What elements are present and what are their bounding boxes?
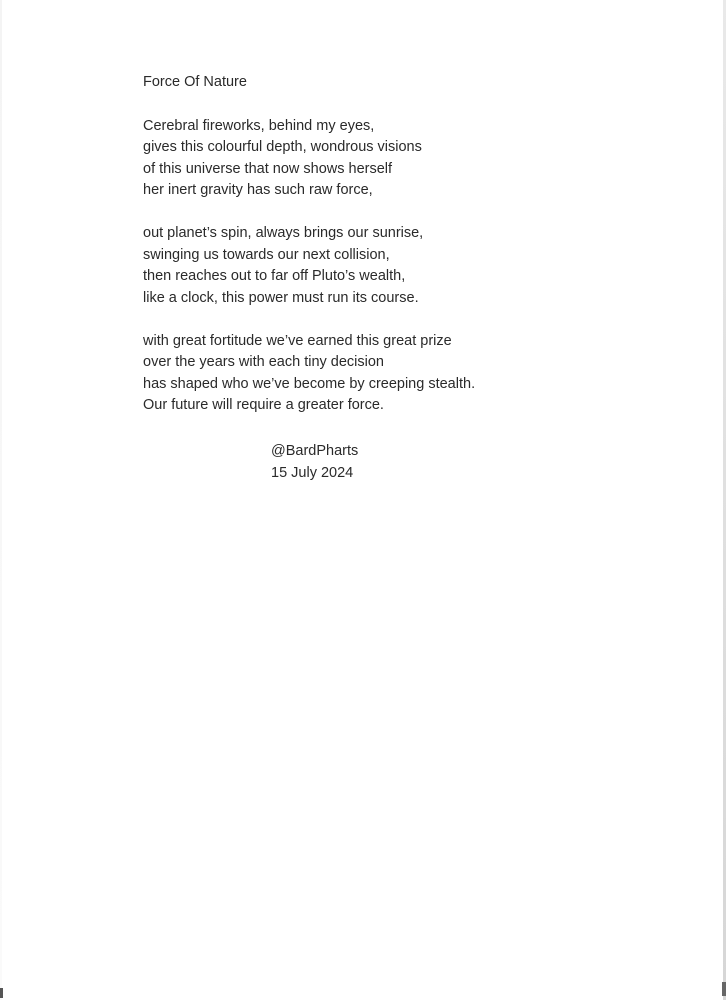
poem-line: out planet’s spin, always brings our sunrise,	[143, 225, 424, 241]
poem	[143, 72, 583, 438]
poem-line: then reaches out to far off Pluto’s wealth,	[143, 268, 406, 284]
scan-mark-bottom-right	[722, 982, 726, 996]
poem-line: with great fortitude we’ve earned this great prize	[143, 332, 452, 349]
poem-title: Force Of Nature	[143, 74, 247, 90]
author-handle: @BardPharts	[271, 443, 359, 459]
stanza-3	[143, 331, 583, 417]
poem-line: gives this colourful depth, wondrous visions	[143, 139, 422, 155]
poem-date: 15 July 2024	[271, 464, 354, 481]
stanza-1	[143, 116, 583, 202]
poem-line: her inert gravity has such raw force,	[143, 182, 373, 198]
scan-edge-left	[0, 0, 2, 1000]
poem-line: Cerebral fireworks, behind my eyes,	[143, 117, 375, 134]
poem-line: like a clock, this power must run its course.	[143, 289, 419, 306]
poem-line: of this universe that now shows herself	[143, 160, 393, 177]
signature-block	[271, 441, 358, 484]
scan-mark-bottom-left	[0, 988, 3, 998]
stanza-2	[143, 223, 583, 309]
poem-line: has shaped who we’ve become by creeping stealth.	[143, 375, 476, 392]
poem-line: swinging us towards our next collision,	[143, 246, 390, 263]
poem-line: over the years with each tiny decision	[143, 354, 384, 370]
poem-line: Our future will require a greater force.	[143, 397, 384, 413]
